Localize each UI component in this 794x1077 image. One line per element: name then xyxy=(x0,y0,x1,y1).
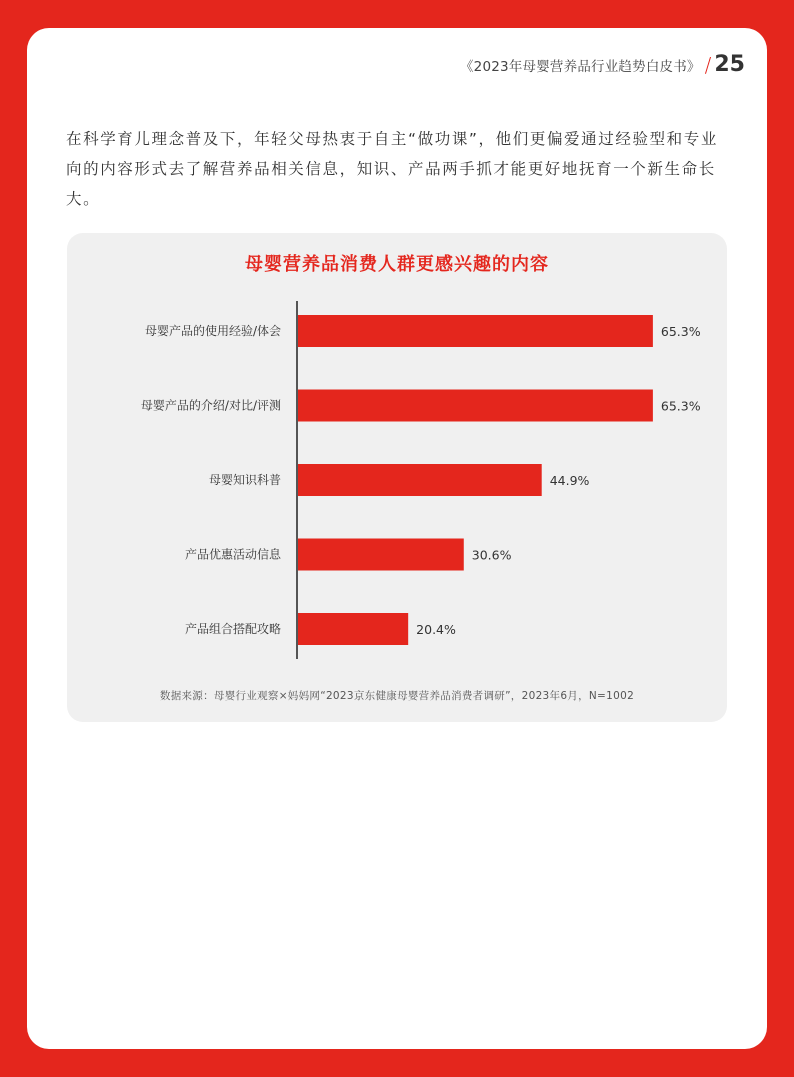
value-label: 65.3% xyxy=(660,324,701,339)
bar-chart xyxy=(67,233,727,722)
page-card xyxy=(27,28,767,1049)
bar xyxy=(297,613,408,645)
data-source-note: 数据来源：母婴行业观察×妈妈网“2023京东健康母婴营养品消费者调研”，2023年6月，N=1002 xyxy=(159,690,635,702)
value-label: 44.9% xyxy=(549,473,590,488)
value-label: 65.3% xyxy=(660,398,701,414)
bar xyxy=(297,464,542,496)
chart-title: 母婴营养品消费人群更感兴趣的内容 xyxy=(245,254,549,275)
bar xyxy=(297,539,464,571)
category-label: 母婴产品的介绍/对比/评测 xyxy=(140,398,281,413)
value-label: 20.4% xyxy=(416,622,456,637)
category-label: 母婴产品的使用经验/体会 xyxy=(144,324,281,338)
header-divider: / xyxy=(704,52,712,77)
bar xyxy=(297,315,653,347)
body-paragraph: 在科学育儿理念普及下，年轻父母热衷于自主“做功课”，他们更偏爱通过经验型和专业向的内容形式去了解营养品相关信息，知识、产品两手抓才能更好地抚育一个新生命长大。 xyxy=(66,130,718,208)
page-header xyxy=(460,52,745,77)
page-number: 25 xyxy=(714,52,745,77)
document-title: 《2023年母婴营养品行业趋势白皮书》 xyxy=(459,58,701,75)
value-label: 30.6% xyxy=(471,547,512,563)
chart-card xyxy=(67,233,727,722)
bar xyxy=(297,390,653,422)
category-label: 母婴知识科普 xyxy=(208,473,281,487)
category-label: 产品组合搭配攻略 xyxy=(184,622,281,636)
category-label: 产品优惠活动信息 xyxy=(184,547,281,562)
